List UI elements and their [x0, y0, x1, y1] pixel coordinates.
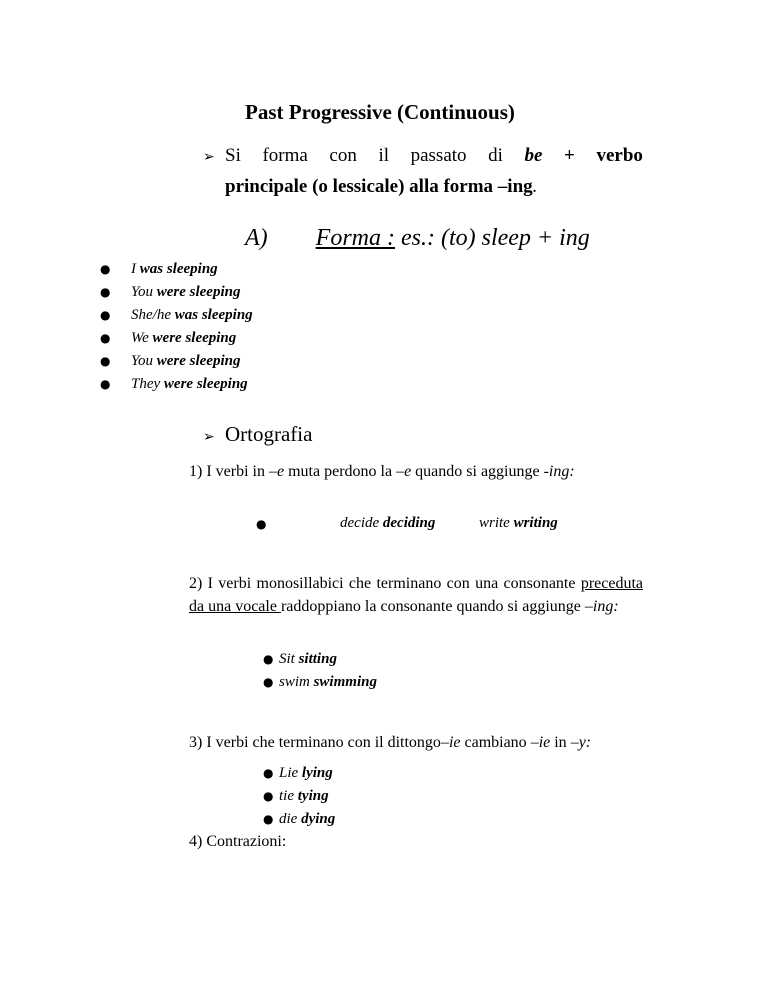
- rule-1-examples: [256, 515, 586, 539]
- intro-verbo: verbo: [596, 145, 643, 166]
- list-item: ● swim swimming: [279, 671, 377, 694]
- bullet-icon: ●: [100, 331, 111, 345]
- list-item: ● I was sleeping: [116, 258, 253, 281]
- list-item: ● They were sleeping: [116, 373, 253, 396]
- conjugation-list: [100, 258, 253, 396]
- list-item: ● tie tying: [279, 785, 335, 808]
- page-title: Past Progressive (Continuous): [245, 100, 515, 124]
- list-item: ● You were sleeping: [116, 281, 253, 304]
- bullet-icon: ●: [100, 354, 111, 368]
- example: decide deciding: [340, 515, 436, 531]
- ortografia-heading: ➢ Ortografia: [203, 422, 313, 446]
- bullet-icon: ●: [263, 789, 274, 803]
- section-a-letter: A): [245, 225, 268, 251]
- list-item: ● She/he was sleeping: [116, 304, 253, 327]
- section-a-heading: [245, 225, 590, 252]
- bullet-icon: ●: [100, 285, 111, 299]
- rule-4: 4) Contrazioni:: [189, 833, 287, 850]
- bullet-icon: ●: [263, 652, 274, 666]
- intro-plus: +: [564, 145, 575, 166]
- rule-3-examples: [263, 762, 336, 831]
- list-item: ● die dying: [279, 808, 335, 831]
- list-item: ● Lie lying: [279, 762, 335, 785]
- intro-word: con: [329, 145, 357, 166]
- list-item: ● You were sleeping: [116, 350, 253, 373]
- rule-2: 2) I verbi monosillabici che terminano con una consonante preceduta da una vocale raddoppiano la consonante quando si aggiunge –ing:: [189, 575, 643, 615]
- intro-line2-end: .: [532, 176, 538, 197]
- bullet-icon: ●: [263, 675, 274, 689]
- rule-3: 3) I verbi che terminano con il dittongo–ie cambiano –ie in –y:: [189, 734, 592, 751]
- rule-1: 1) I verbi in –e muta perdono la –e quando si aggiunge -ing:: [189, 463, 575, 480]
- bullet-icon: ●: [100, 377, 111, 391]
- intro-word: forma: [262, 145, 308, 166]
- list-item: ● Sit sitting: [279, 648, 377, 671]
- bullet-icon: ●: [263, 812, 274, 826]
- list-item: ● We were sleeping: [116, 327, 253, 350]
- example: write writing: [479, 515, 558, 531]
- bullet-icon: ●: [263, 766, 274, 780]
- intro-word: passato: [410, 145, 467, 166]
- intro-word: il: [378, 145, 390, 166]
- intro-paragraph: [203, 141, 643, 202]
- intro-be: be: [524, 145, 543, 166]
- intro-line2: principale (o lessicale) alla forma –ing: [225, 176, 533, 197]
- intro-line1-lead: ➢ Si: [203, 141, 241, 172]
- section-a-rest: es.: (to) sleep + ing: [394, 225, 590, 251]
- bullet-icon: ●: [256, 517, 267, 531]
- bullet-icon: ●: [100, 308, 111, 322]
- arrow-bullet-icon: ➢: [203, 429, 215, 445]
- section-a-label: Forma :: [315, 225, 395, 251]
- arrow-bullet-icon: ➢: [203, 149, 215, 165]
- intro-word: di: [488, 145, 503, 166]
- bullet-icon: ●: [100, 262, 111, 276]
- rule-2-examples: [263, 648, 377, 694]
